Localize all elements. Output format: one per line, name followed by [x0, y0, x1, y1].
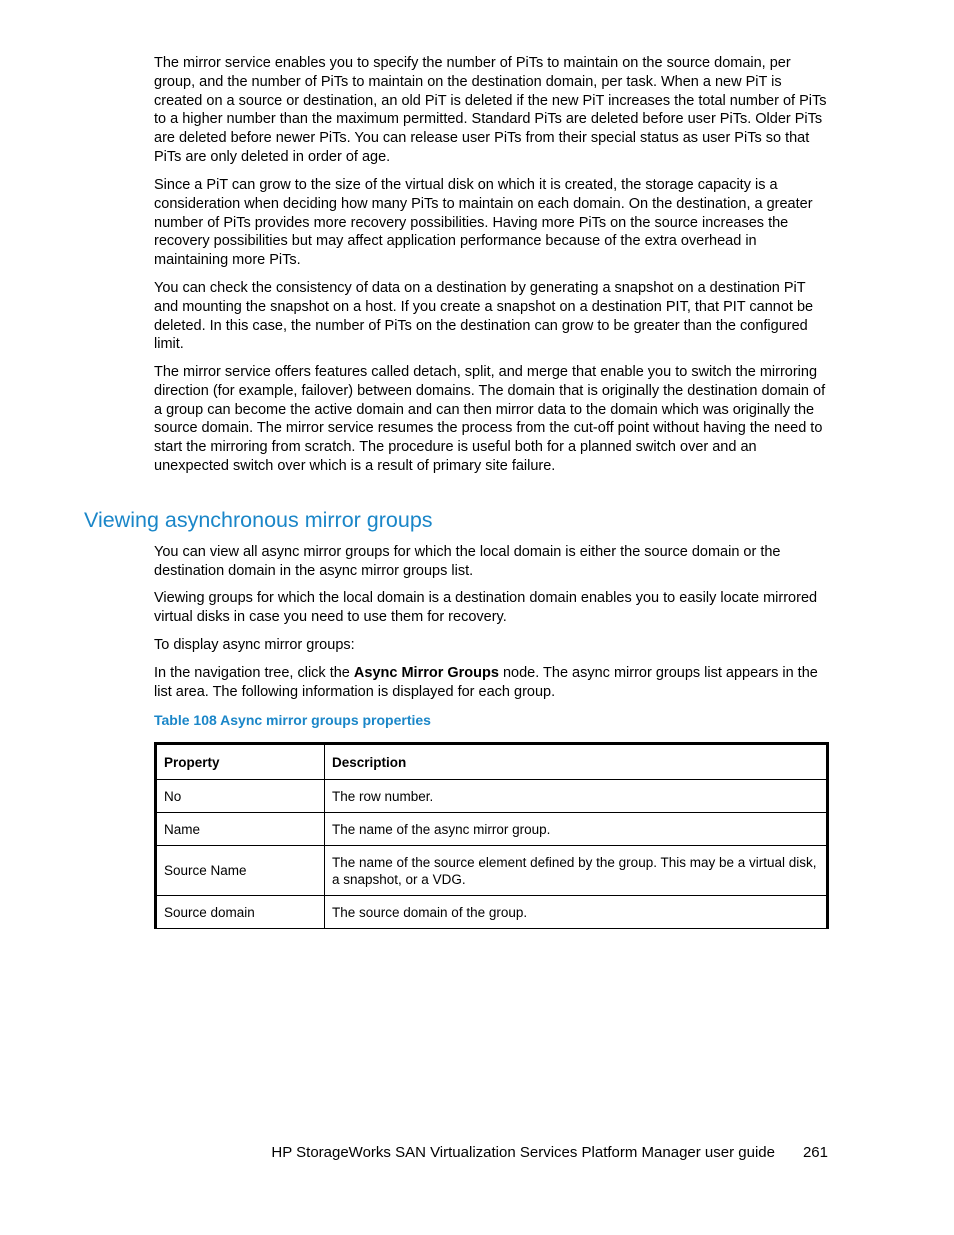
description-cell: The row number.	[325, 780, 828, 813]
section-paragraph-view-groups: You can view all async mirror groups for which the local domain is either the source domain or the destination domain in the async mirror groups list.	[154, 544, 781, 579]
step-text-before: In the navigation tree, click the	[154, 665, 354, 681]
page-footer	[271, 1143, 828, 1163]
table-row	[156, 780, 828, 813]
async-mirror-groups-node-label: Async Mirror Groups	[353, 665, 499, 681]
table-row	[156, 896, 828, 929]
property-cell: No	[156, 780, 325, 813]
body-paragraph-pit-limits: The mirror service enables you to specify the number of PiTs to maintain on the source domain, per group, and the number of PiTs to maintain on the destination domain, per task. When a new PiT is created on a source or destination, an old PiT is deleted if the new PiT increases the total number of PiTs to a higher number than the maximum permitted. Standard PiTs are deleted before user PiTs. Older PiTs are deleted before newer PiTs. You can release user PiTs from their special status as user PiTs so that PiTs are only deleted in order of age.	[154, 55, 827, 165]
description-cell: The name of the source element defined by the group. This may be a virtual disk, a snapshot, or a VDG.	[325, 846, 828, 896]
body-paragraph-consistency-check: You can check the consistency of data on a destination by generating a snapshot on a destination PiT and mounting the snapshot on a host. If you create a snapshot on a destination PIT, that PIT cannot be deleted. In this case, the number of PiTs on the destination can grow to be greater than the configured limit.	[154, 280, 814, 353]
property-cell: Name	[156, 813, 325, 846]
property-cell: Source Name	[156, 846, 325, 896]
table-row	[156, 813, 828, 846]
description-cell: The name of the async mirror group.	[325, 813, 828, 846]
body-paragraph-detach-split-merge: The mirror service offers features called detach, split, and merge that enable you to switch the mirroring direction (for example, failover) between domains. The domain that is originally the destination domain of a group can become the active domain and can then mirror data to the domain which was originally the source domain. The mirror service resumes the process from the cut-off point without having the need to start the mirroring from scratch. The procedure is useful both for a planned switch over and an unexpected switch over which is a result of primary site failure.	[154, 364, 826, 474]
table-caption: Table 108 Async mirror groups properties	[154, 712, 431, 728]
step-text-after: node. The async mirror groups list appears in the list area. The following information is displayed for each group.	[154, 665, 818, 700]
section-paragraph-display-intro: To display async mirror groups:	[154, 637, 355, 653]
description-cell: The source domain of the group.	[325, 896, 828, 929]
section-paragraph-destination-groups: Viewing groups for which the local domain is a destination domain enables you to easily locate mirrored virtual disks in case you need to use them for recovery.	[154, 590, 818, 625]
body-paragraph-storage-capacity: Since a PiT can grow to the size of the virtual disk on which it is created, the storage capacity is a consideration when deciding how many PiTs to maintain on each domain. On the destination, a greater number of PiTs provides more recovery possibilities. Having more PiTs on the source increases the recovery possibilities but may affect application performance because of the extra overhead in maintaining more PiTs.	[154, 177, 813, 269]
header-description: Description	[325, 744, 828, 780]
section-heading: Viewing asynchronous mirror groups	[84, 508, 433, 532]
header-property: Property	[156, 744, 325, 780]
property-cell: Source domain	[156, 896, 325, 929]
table-row	[156, 846, 828, 896]
table-header-row	[156, 744, 828, 780]
page-number: 261	[802, 1144, 828, 1161]
footer-guide-title: HP StorageWorks SAN Virtualization Services Platform Manager user guide	[271, 1144, 775, 1161]
async-mirror-groups-properties-table	[154, 742, 829, 929]
section-paragraph-navigation-step	[154, 664, 830, 702]
